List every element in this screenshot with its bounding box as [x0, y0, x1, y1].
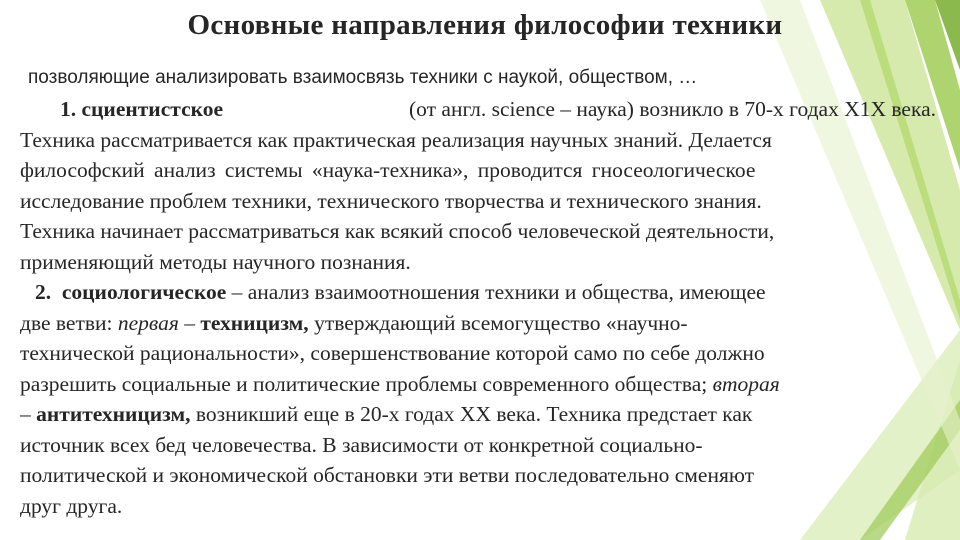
p1-line-6: применяющий методы научного познания.	[20, 249, 411, 274]
p2-line-6: источник всех бед человечества. В зависимости от конкретной социально-	[20, 432, 703, 457]
p2-line-4-start: разрешить социальные и политические проблемы современного общества;	[20, 371, 708, 396]
p2-line-5-rest: возникший еще в 20-х годах ХХ века. Техника предстает как	[195, 402, 753, 426]
p2-number: 2.	[35, 280, 52, 304]
slide-subtitle: позволяющие анализировать взаимосвязь техники с наукой, обществом, …	[28, 67, 698, 88]
p1-line-4: исследование проблем техники, технического творчества и технического знания.	[20, 188, 762, 213]
p2-line-8: друг друга.	[20, 493, 123, 518]
p2-line-5-dash: –	[20, 402, 31, 426]
slide-title: Основные направления философии техники	[187, 9, 783, 41]
p2-first-branch: первая	[117, 310, 179, 335]
p1-term-scientist: сциентистское	[81, 97, 224, 121]
p2-line-4	[20, 369, 936, 400]
p2-term-sociological: социологическое	[61, 280, 227, 304]
p2-second-branch: вторая	[712, 371, 780, 396]
p1-line-5: Техника начинает рассматриваться как всякий способ человеческой деятельности,	[20, 219, 775, 243]
p2-technicism-term: техницизм,	[200, 310, 309, 335]
p2-line-2-dash: –	[184, 310, 195, 335]
p2-antitechnicism-term: антитехницизм,	[36, 402, 191, 426]
p1-number: 1.	[60, 97, 77, 121]
p2-line-5	[20, 399, 936, 430]
p2-line-7: политической и экономической обстановки эти ветви последовательно сменяют	[20, 463, 755, 487]
p1-line-1	[20, 94, 936, 125]
p2-line-3: технической рациональности», совершенствование которой само по себе должно	[20, 341, 765, 365]
slide-body	[20, 94, 936, 521]
p2-line-2	[20, 308, 936, 339]
p2-line-1-rest: – анализ взаимоотношения техники и общества, имеющее	[231, 280, 766, 304]
p2-line-2-rest: утверждающий всемогущество «научно-	[314, 310, 688, 335]
p1-line-2: Техника рассматривается как практическая реализация научных знаний. Делается	[20, 127, 772, 152]
p2-line-1	[20, 277, 936, 308]
p1-line-1-rest: (от англ. science – наука) возникло в 70-х годах Х1Х века.	[409, 97, 936, 121]
p1-line-3: философский анализ системы «наука-техника», проводится гносеологическое	[20, 158, 756, 182]
p2-line-2-start: две ветви:	[20, 310, 113, 335]
